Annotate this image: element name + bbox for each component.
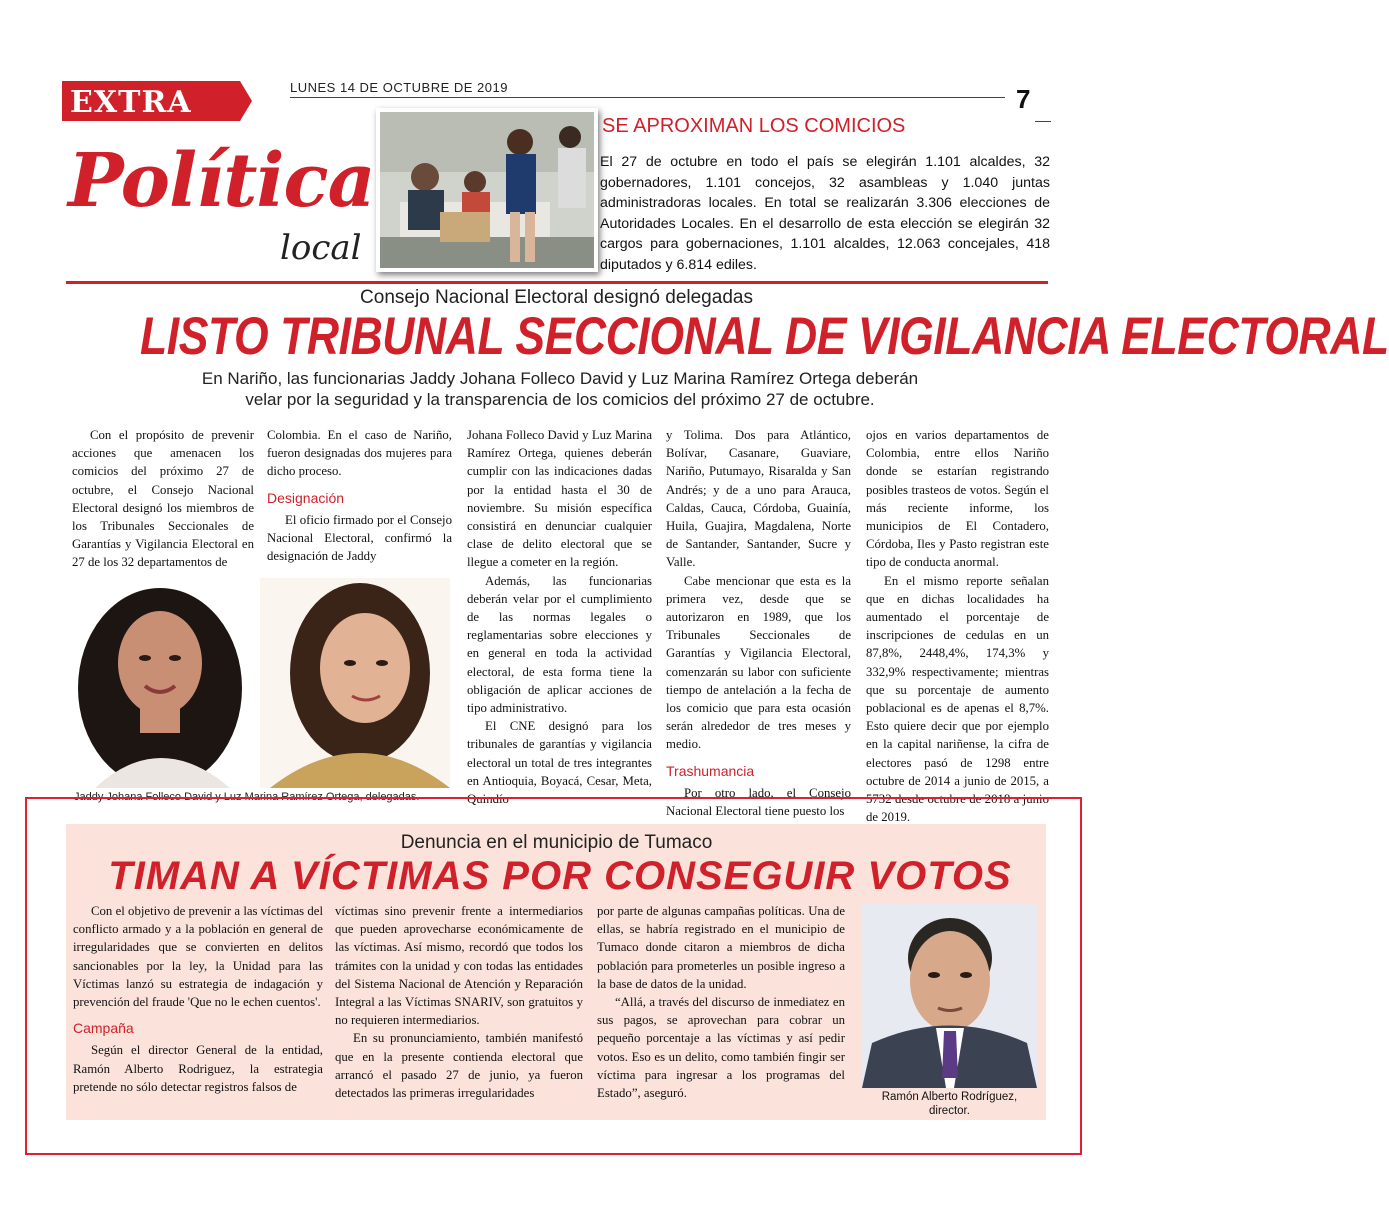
box-kicker: Denuncia en el municipio de Tumaco — [400, 832, 713, 853]
paragraph: por parte de algunas campañas políticas. Una de ellas, se habría registrado en el municipio de Tumaco donde citaron a miembros de dicha población para prometerles un posible ingreso a la base de datos de la unidad. — [597, 904, 845, 991]
paragraph: En su pronunciamiento, también manifestó que en la presente contienda electoral que arrancó el pasado 27 de junio, ya fueron detectados las primeras irregularidades — [335, 1031, 583, 1101]
paragraph: víctimas sino prevenir frente a intermediarios que pueden aprovecharse económicamente de las víctimas. Así mismo, recordó que todos los trámites con la unidad y con todas las entidades del Sistema Nacional de Atención y Reparación Integral a las Víctimas SNARIV, son gratuitos y no requieren intermediarios. — [335, 904, 583, 1028]
article-column-4 — [666, 426, 851, 820]
paragraph: Johana Folleco David y Luz Marina Ramírez Ortega, quienes deberán cumplir con las indicaciones dadas por la entidad hasta el 30 de noviembre. Su misión específica consistirá en denunciar cualquier clase de delito electoral que se llegue a cometer en la región. — [467, 428, 652, 570]
paragraph: Con el objetivo de prevenir a las víctimas del conflicto armado y a la población en general de irregularidades que se convierten en delitos sancionables por la ley, la Unidad para las Víctimas lanzó su estrategia de indagación y prevención del fraude 'Que no le echen cuentos'. — [73, 904, 323, 1010]
delegate-photo-1 — [65, 578, 260, 788]
director-photo — [862, 903, 1037, 1088]
top-story-body: El 27 de octubre en todo el país se elegirán 1.101 alcaldes, 32 gobernadores, 1.101 concejos, 32 asambleas y 1.040 juntas administradoras locales. En total se realizarán 3.306 elecciones de Autoridades Locales. En el desarrollo de esta elección se elegirán 32 cargos para gobernaciones, 1.101 alcaldes, 12.063 concejales, 418 diputados y 6.814 ediles. — [600, 154, 1050, 273]
paragraph: El oficio firmado por el Consejo Nacional Electoral, confirmó la designación de Jaddy — [267, 512, 452, 564]
section-title: Política — [68, 138, 375, 224]
subhead-trashumancia: Trashumancia — [666, 762, 755, 779]
paragraph: Colombia. En el caso de Nariño, fueron designadas dos mujeres para dicho proceso. — [267, 428, 452, 479]
paragraph: “Allá, a través del discurso de inmediatez en sus pagos, se aprovechan para cobrar un pequeño porcentaje a las víctimas y así pedir votos. Eso es un delito, como también fingir ser víctima para ingresar a los programas del Estado”, aseguró. — [597, 995, 845, 1101]
paragraph: En el mismo reporte señalan que en dichas localidades ha aumentado el porcentaje de inscripciones de cedulas en un 87,8%, 2448,4%, 174,3% y 332,9% respectivamente; mientras que su porcentaje de aumento poblacional es de apenas el 8,7%. Esto quiere decir que por ejemplo en la capital nariñense, la cifra de electores pasó de 1298 entre octubre de 2014 a junio de 2015, a 5732 desde octubre de 2018 a junio de 2019. — [866, 573, 1049, 825]
polling-station-photo — [376, 108, 598, 272]
article-column-5 — [866, 426, 1049, 826]
box-column-3 — [597, 902, 845, 1102]
article-column-3 — [467, 426, 652, 808]
main-kicker: Consejo Nacional Electoral designó delegadas — [360, 287, 753, 308]
section-divider — [66, 281, 1048, 284]
article-column-2 — [267, 426, 452, 565]
box-headline: TIMAN A VÍCTIMAS POR CONSEGUIR VOTOS — [108, 854, 1012, 898]
paragraph: y Tolima. Dos para Atlántico, Bolívar, Casanare, Guaviare, Nariño, Putumayo, Risaralda y San Andrés; y de a uno para Arauca, Caldas, Cauca, Córdoba, Guainía, Huila, Guajira, Magdalena, Norte de Santander, Santander, Sucre y Valle. — [666, 428, 851, 570]
svg-text:EXTRA: EXTRA — [70, 85, 192, 120]
director-caption — [862, 1090, 1037, 1118]
paragraph: Según el director General de la entidad, Ramón Alberto Rodriguez, la estrategia pretende no sólo detectar registros falsos de — [73, 1043, 323, 1094]
extra-logo — [62, 81, 252, 121]
article-column-1 — [72, 426, 254, 572]
delegate-photo-2 — [260, 578, 450, 788]
paragraph: Con el propósito de prevenir acciones que amenacen los comicios del próximo 27 de octubre, el Consejo Nacional Electoral designó los miembros de los Tribunales Seccionales de Garantías y Vigilancia Electoral en 27 de los 32 departamentos de — [72, 428, 254, 570]
paragraph: Además, las funcionarias deberán velar por el cumplimiento de las normas legales o reglamentarias sobre elecciones y en general en toda la actividad electoral, de esta forma tiene la obligación de aplicar acciones de tipo administrativo. — [467, 573, 652, 716]
issue-date: LUNES 14 DE OCTUBRE DE 2019 — [290, 80, 508, 95]
paragraph: El CNE designó para los tribunales de garantías y vigilancia electoral un total de tres integrantes en Antioquia, Boyacá, Cesar, Meta, Quindío — [467, 719, 652, 807]
photo-caption: Jaddy Johana Folleco David y Luz Marina Ramírez Ortega, delegadas. — [74, 791, 420, 803]
deck-line-1: En Nariño, las funcionarias Jaddy Johana Folleco David y Luz Marina Ramírez Ortega deberán — [201, 369, 919, 388]
section-subtitle: local — [280, 228, 362, 268]
paragraph: ojos en varios departamentos de Colombia, entre ellos Nariño donde se estarían registrando posibles trasteos de votos. Según el más reciente informe, los municipios de El Contadero, Córdoba, Iles y Pasto registran este tipo de conducta anormal. — [866, 428, 1049, 570]
main-deck — [140, 368, 980, 410]
subhead-campana: Campaña — [73, 1020, 134, 1037]
main-headline: LISTO TRIBUNAL SECCIONAL DE VIGILANCIA ELECTORAL — [140, 307, 1389, 366]
paragraph: Por otro lado, el Consejo Nacional Electoral tiene puesto los — [666, 785, 851, 819]
header-rule — [290, 97, 1005, 98]
subhead-designacion: Designación — [267, 489, 345, 506]
caption-name: Ramón Alberto Rodríguez, — [881, 1091, 1018, 1103]
top-story-headline: SE APROXIMAN LOS COMICIOS — [602, 115, 906, 137]
deck-line-2: velar por la seguridad y la transparencia de los comicios del próximo 27 de octubre. — [245, 390, 875, 409]
page-number: 7 — [1016, 84, 1031, 114]
box-column-1 — [73, 902, 323, 1096]
caption-role: director. — [929, 1105, 970, 1117]
header-rule-right — [1035, 121, 1051, 122]
paragraph: Cabe mencionar que esta es la primera vez, desde que se autorizaron en 1989, que los Tribunales Seccionales de Garantías y Vigilancia Electoral, comenzarán su labor con suficiente tiempo de antelación a la fecha de los comicio que para esta ocasión serán alrededor de tres meses y medio. — [666, 573, 851, 752]
box-column-2 — [335, 902, 583, 1102]
